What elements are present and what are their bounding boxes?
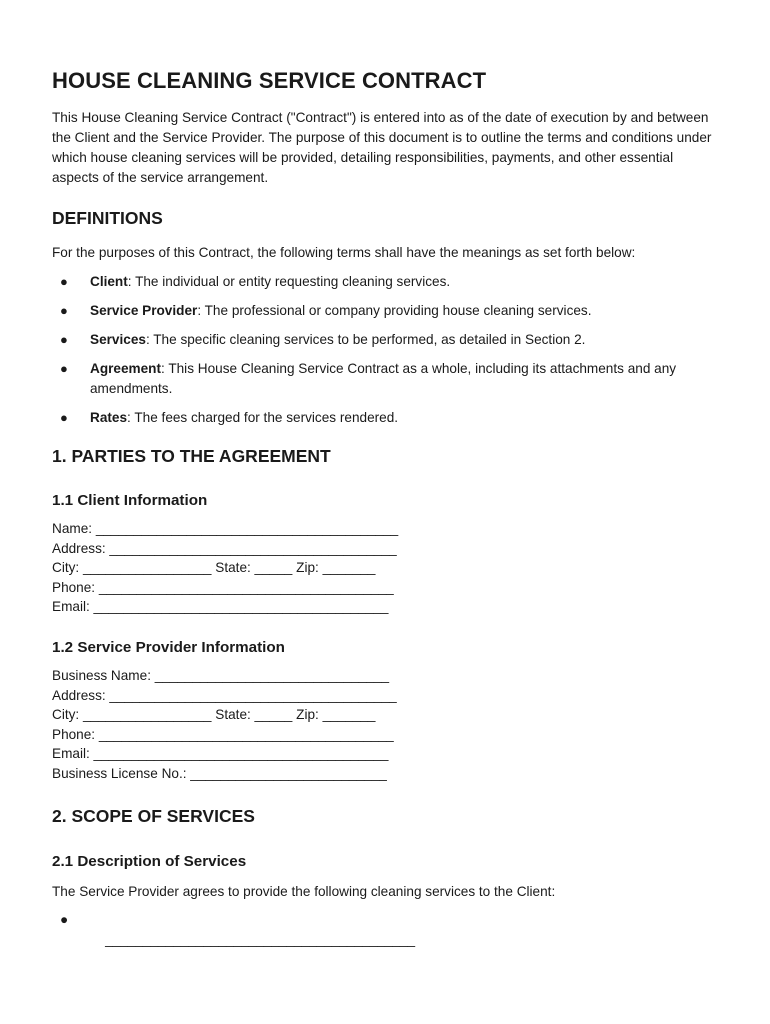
client-city-state-zip-field[interactable]: City: _________________ State: _____ Zip: _______ xyxy=(52,560,376,576)
definition-item-client xyxy=(52,272,722,292)
definition-text: : The fees charged for the services rendered. xyxy=(127,410,399,425)
provider-business-name-field[interactable]: Business Name: _______________________________ xyxy=(52,667,390,683)
definition-term: Agreement xyxy=(90,361,162,376)
services-description-lead: The Service Provider agrees to provide the following cleaning services to the Client: xyxy=(52,883,556,899)
provider-info-heading: 1.2 Service Provider Information xyxy=(52,638,285,656)
provider-city-state-zip-field[interactable]: City: _________________ State: _____ Zip: _______ xyxy=(52,707,376,723)
service-blank-line: _________________________________________ xyxy=(105,931,416,947)
section-1-heading: 1. PARTIES TO THE AGREEMENT xyxy=(52,446,331,466)
definition-item-agreement xyxy=(52,359,722,399)
definition-term: Services xyxy=(90,332,146,347)
client-info-heading: 1.1 Client Information xyxy=(52,492,208,509)
definition-text: : This House Cleaning Service Contract as a whole, including its attachments and any amendments. xyxy=(90,361,677,396)
definition-text: : The professional or company providing house cleaning services. xyxy=(197,303,592,318)
client-name-field[interactable]: Name: ________________________________________ xyxy=(52,521,399,536)
bullet-icon: ● xyxy=(60,332,68,347)
service-blank-item[interactable] xyxy=(52,910,722,970)
definition-item-rates xyxy=(52,408,722,428)
definitions-heading: DEFINITIONS xyxy=(52,208,163,228)
provider-phone-field[interactable]: Phone: _______________________________________ xyxy=(52,726,394,742)
bullet-icon: ● xyxy=(60,911,69,927)
client-phone-field[interactable]: Phone: _______________________________________ xyxy=(52,579,394,595)
bullet-icon: ● xyxy=(60,361,68,376)
document-page xyxy=(52,68,722,970)
section-2-heading: 2. SCOPE OF SERVICES xyxy=(52,805,255,826)
client-address-field[interactable]: Address: ______________________________________ xyxy=(52,540,397,556)
provider-address-field[interactable]: Address: ______________________________________ xyxy=(52,687,397,703)
definition-item-service-provider xyxy=(52,301,722,321)
definition-term: Client xyxy=(90,274,128,289)
client-info-fields xyxy=(52,519,722,617)
definition-text: : The specific cleaning services to be performed, as detailed in Section 2. xyxy=(145,332,586,347)
provider-license-field[interactable]: Business License No.: __________________________ xyxy=(52,765,387,781)
intro-paragraph: This House Cleaning Service Contract ("Contract") is entered into as of the date of execution by and between the Client and the Service Provider. The purpose of this document is to outline the terms and conditions under which house cleaning services will be provided, detailing responsibilities, payments, and other essential aspects of the service arrangement. xyxy=(52,110,712,185)
definition-text: : The individual or entity requesting cleaning services. xyxy=(127,274,451,289)
definition-item-services xyxy=(52,330,722,350)
definition-term: Service Provider xyxy=(90,303,198,318)
bullet-icon: ● xyxy=(60,274,68,289)
definitions-lead: For the purposes of this Contract, the following terms shall have the meanings as set forth below: xyxy=(52,245,636,260)
document-title: HOUSE CLEANING SERVICE CONTRACT xyxy=(52,68,487,93)
definitions-list xyxy=(52,272,722,428)
bullet-icon: ● xyxy=(60,303,68,318)
definition-term: Rates xyxy=(90,410,128,425)
client-email-field[interactable]: Email: _______________________________________ xyxy=(52,599,389,615)
provider-info-fields xyxy=(52,666,722,784)
provider-email-field[interactable]: Email: _______________________________________ xyxy=(52,746,389,762)
bullet-icon: ● xyxy=(60,410,68,425)
services-description-heading: 2.1 Description of Services xyxy=(52,852,247,870)
